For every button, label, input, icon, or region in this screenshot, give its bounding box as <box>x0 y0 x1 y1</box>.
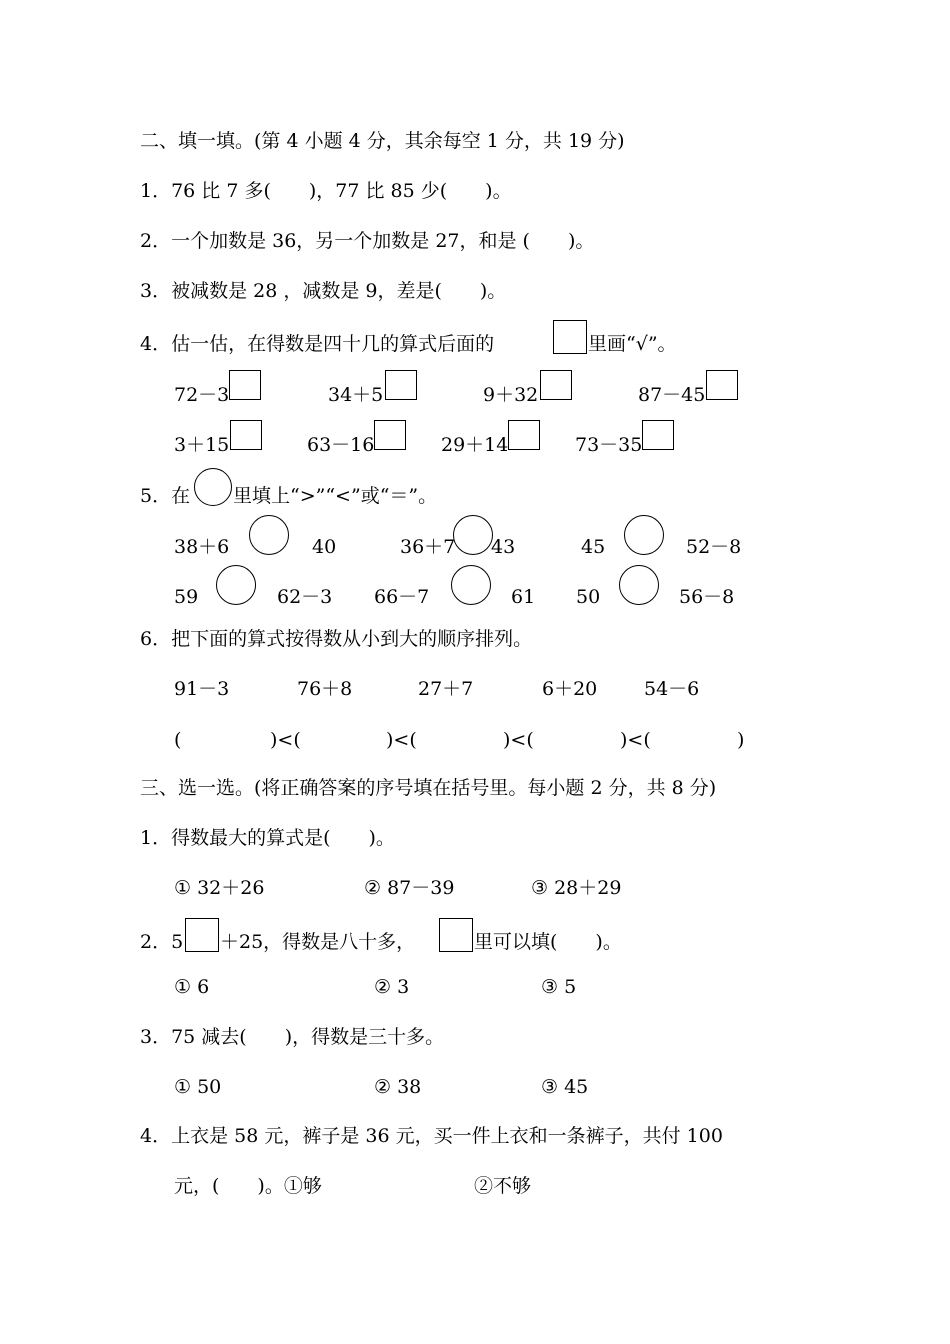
q6-order-bracket: ) <box>737 729 745 751</box>
q6-expr: 27＋7 <box>418 678 474 700</box>
s2-question-5-suffix: 里填上“>”“<”或“＝”。 <box>233 485 438 507</box>
s3-q1-option: ② 87－39 <box>364 877 455 899</box>
s3-q3-option: ① 50 <box>174 1076 222 1098</box>
s3-question-3: 3．75 减去( )，得数是三十多。 <box>140 1026 445 1048</box>
q5-compare-circle[interactable] <box>453 515 493 555</box>
q4-answer-box[interactable] <box>642 420 674 450</box>
q5-compare-circle[interactable] <box>624 515 664 555</box>
s3-q2-option: ③ 5 <box>541 976 577 998</box>
q4-answer-box[interactable] <box>706 370 738 400</box>
answer-box-legend <box>553 320 587 354</box>
s3-q2-box <box>439 918 473 952</box>
q5-right-operand: 56－8 <box>679 586 735 608</box>
s3-question-4-line1: 4．上衣是 58 元，裤子是 36 元，买一件上衣和一条裤子，共付 100 <box>140 1125 723 1147</box>
q5-compare-circle[interactable] <box>216 565 256 605</box>
q5-right-operand: 62－3 <box>277 586 333 608</box>
s3-q2-box <box>185 918 219 952</box>
q6-expr: 54－6 <box>644 678 700 700</box>
q6-expr: 91－3 <box>174 678 230 700</box>
s2-question-2: 2．一个加数是 36，另一个加数是 27，和是 ( )。 <box>140 230 595 252</box>
q5-right-operand: 43 <box>491 536 516 558</box>
q4-answer-box[interactable] <box>229 370 261 400</box>
q5-compare-circle[interactable] <box>619 565 659 605</box>
q6-expr: 6＋20 <box>542 678 598 700</box>
q4-answer-box[interactable] <box>385 370 417 400</box>
q6-order-bracket: )<( <box>503 729 534 751</box>
s3-question-2-suffix: 里可以填( )。 <box>474 931 622 953</box>
q5-compare-circle[interactable] <box>249 515 289 555</box>
s3-q4-option: ②不够 <box>474 1175 532 1197</box>
s3-question-1: 1．得数最大的算式是( )。 <box>140 827 395 849</box>
q5-left-operand: 50 <box>576 586 601 608</box>
s3-q2-option: ① 6 <box>174 976 210 998</box>
q5-left-operand: 36＋7 <box>400 536 456 558</box>
s3-q1-option: ③ 28＋29 <box>531 877 622 899</box>
q5-left-operand: 45 <box>581 536 606 558</box>
q5-left-operand: 66－7 <box>374 586 430 608</box>
q6-order-bracket: )<( <box>270 729 301 751</box>
s3-q1-option: ① 32＋26 <box>174 877 265 899</box>
s3-q2-option: ② 3 <box>374 976 410 998</box>
s2-question-1: 1．76 比 7 多( )，77 比 85 少( )。 <box>140 180 512 202</box>
q4-expr: 9＋32 <box>483 384 539 406</box>
q4-expr: 72－3 <box>174 384 230 406</box>
s3-q3-option: ② 38 <box>374 1076 422 1098</box>
s2-question-4-suffix: 里画“√”。 <box>588 333 677 355</box>
q4-expr: 34＋5 <box>328 384 384 406</box>
q6-order-bracket: )<( <box>620 729 651 751</box>
q4-answer-box[interactable] <box>230 420 262 450</box>
q4-expr: 73－35 <box>575 434 643 456</box>
q6-expr: 76＋8 <box>297 678 353 700</box>
q4-expr: 63－16 <box>307 434 375 456</box>
s3-question-4-line2: 元，( )。①够 <box>174 1175 322 1197</box>
s2-question-3: 3．被减数是 28 ，减数是 9，差是( )。 <box>140 280 507 302</box>
compare-circle-legend <box>194 468 232 506</box>
q6-order-bracket: )<( <box>386 729 417 751</box>
q5-left-operand: 59 <box>174 586 199 608</box>
section-2-heading: 二、填一填。(第 4 小题 4 分，其余每空 1 分，共 19 分) <box>140 130 625 152</box>
s2-question-6: 6．把下面的算式按得数从小到大的顺序排列。 <box>140 628 533 650</box>
q4-answer-box[interactable] <box>508 420 540 450</box>
q4-answer-box[interactable] <box>374 420 406 450</box>
s2-question-5-prefix: 5．在 <box>140 485 191 507</box>
q4-expr: 29＋14 <box>441 434 509 456</box>
q5-right-operand: 61 <box>511 586 536 608</box>
q6-order-bracket: ( <box>174 729 182 751</box>
q5-right-operand: 40 <box>312 536 337 558</box>
q4-expr: 3＋15 <box>174 434 230 456</box>
q4-expr: 87－45 <box>638 384 706 406</box>
s3-question-2-middle: ＋25，得数是八十多， <box>220 931 416 953</box>
q5-right-operand: 52－8 <box>686 536 742 558</box>
s3-question-2-prefix: 2．5 <box>140 931 184 953</box>
s3-q3-option: ③ 45 <box>541 1076 589 1098</box>
s2-question-4-prefix: 4．估一估，在得数是四十几的算式后面的 <box>140 333 495 355</box>
q5-compare-circle[interactable] <box>451 565 491 605</box>
q5-left-operand: 38＋6 <box>174 536 230 558</box>
q4-answer-box[interactable] <box>540 370 572 400</box>
section-3-heading: 三、选一选。(将正确答案的序号填在括号里。每小题 2 分，共 8 分) <box>140 777 717 799</box>
